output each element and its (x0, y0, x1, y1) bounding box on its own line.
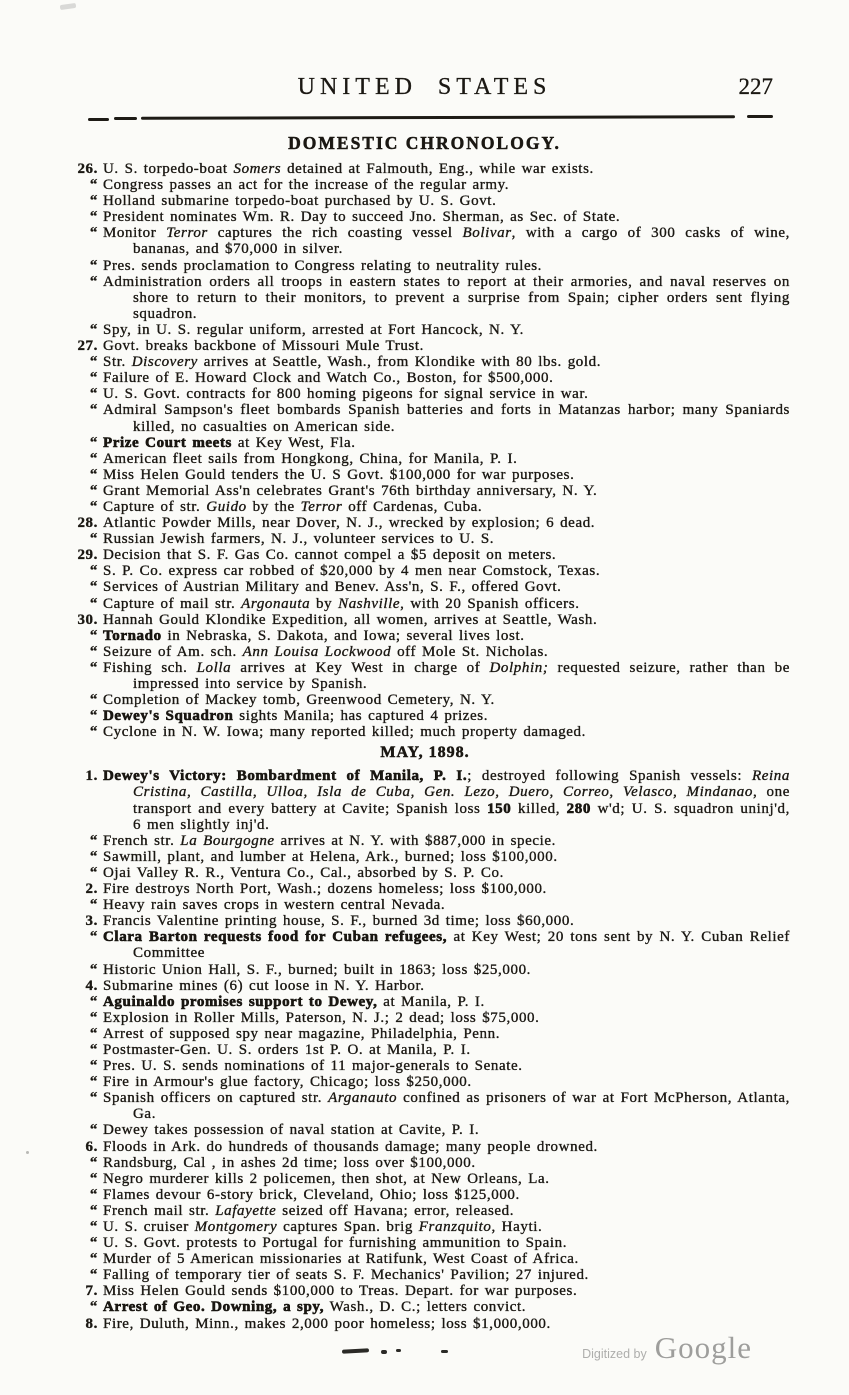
chronology-entry (60, 833, 790, 849)
chronology-entry (60, 531, 790, 547)
chronology-entry (60, 161, 790, 177)
entry-text: Fire, Duluth, Minn., makes 2,000 poor homeless; loss $1,000,000. (103, 1315, 551, 1332)
chronology-entry (60, 177, 790, 193)
entry-text: Capture of str. Guido by the Terror off Cardenas, Cuba. (103, 498, 483, 515)
chronology-entry (60, 386, 790, 402)
chronology-entry (60, 1219, 790, 1235)
entry-day: “ (89, 864, 98, 881)
entry-text: Holland submarine torpedo-boat purchased by U. S. Govt. (103, 193, 497, 210)
entry-text: Flames devour 6-story brick, Cleveland, Ohio; loss $125,000. (103, 1186, 520, 1203)
entry-day: “ (89, 1219, 98, 1235)
chronology-entry (60, 897, 790, 913)
entry-day: 2. (85, 881, 98, 898)
chronology-entry (60, 338, 790, 354)
chronology-list-april (60, 161, 790, 740)
chronology-entry (60, 402, 790, 434)
entry-day: “ (89, 257, 98, 274)
entry-day: “ (89, 1170, 98, 1187)
digitized-by-label: Digitized by (582, 1347, 647, 1361)
entry-text: American fleet sails from Hongkong, China, for Manila, P. I. (103, 450, 518, 467)
entry-day: “ (89, 579, 98, 596)
google-logo: Google (654, 1330, 752, 1365)
entry-text: Ojai Valley R. R., Ventura Co., Cal., absorbed by S. P. Co. (103, 864, 504, 881)
entry-text: S. P. Co. express car robbed of $20,000 by 4 men near Comstock, Texas. (103, 563, 601, 580)
entry-text: Floods in Ark. do hundreds of thousands damage; many people drowned. (103, 1138, 598, 1155)
chronology-entry (60, 1155, 790, 1171)
header-rule-segment (747, 115, 773, 118)
entry-text: Admiral Sampson's fleet bombards Spanish batteries and forts in Matanzas harbor; many Spaniards killed, no casualties on American side. (103, 402, 790, 435)
chronology-entry (60, 692, 790, 708)
entry-text: Spanish officers on captured str. Arganauto confined as prisoners of war at Fort McPherson, Atlanta, Ga. (103, 1090, 790, 1123)
chronology-entry (60, 913, 790, 929)
entry-day: “ (89, 848, 98, 865)
chronology-entry (60, 274, 790, 322)
chronology-entry (60, 994, 790, 1010)
entry-day: “ (89, 1267, 98, 1284)
chronology-entry (60, 435, 790, 451)
chronology-entry (60, 1122, 790, 1138)
entry-day: “ (89, 832, 98, 849)
entry-text: Pres. U. S. sends nominations of 11 major-generals to Senate. (103, 1058, 523, 1075)
header-rule-segment (88, 118, 109, 121)
chronology-entry (60, 1251, 790, 1267)
entry-text: Administration orders all troops in eastern states to report at their armories, and naval reserves on shore to return to their monitors, to prevent a surprise from Spain; cipher orders sent flying squadron. (103, 273, 790, 322)
entry-day: “ (89, 1025, 98, 1042)
chronology-entry (60, 322, 790, 338)
entry-text: U. S. cruiser Montgomery captures Span. brig Franzquito, Hayti. (103, 1219, 543, 1235)
entry-day: “ (89, 177, 98, 194)
section-title: DOMESTIC CHRONOLOGY. (288, 133, 561, 153)
entry-day: “ (89, 659, 98, 676)
scan-smudge (396, 1349, 401, 1352)
entry-text: Murder of 5 American missionaries at Ratifunk, West Coast of Africa. (103, 1251, 579, 1268)
entry-day: “ (89, 1235, 98, 1252)
running-header-title: UNITED STATES (297, 74, 552, 100)
chronology-entry (60, 644, 790, 660)
entry-text: Capture of mail str. Argonauta by Nashville, with 20 Spanish officers. (103, 595, 580, 612)
entry-text: Tornado in Nebraska, S. Dakota, and Iowa; several lives lost. (103, 627, 525, 644)
chronology-entry (60, 660, 790, 692)
chronology-entry (60, 1187, 790, 1203)
chronology-entry (60, 596, 790, 612)
chronology-entry (60, 1058, 790, 1074)
chronology-entry (60, 547, 790, 563)
chronology-entry (60, 499, 790, 515)
scan-artifact-dot (26, 1151, 29, 1154)
entry-text: Dewey's Victory: Bombardment of Manila, P. I.; destroyed following Spanish vessels: Reina Cristina, Castilla, Ulloa, Isla de Cuba, Gen. Lezo, Duero, Correo, Velasco, Mindanao, one transport and every battery at Cavite; Spanish loss 150 killed, 280 w'd; U. S. squadron uninj'd, 6 men slightly inj'd. (103, 768, 790, 833)
entry-text: French str. La Bourgogne arrives at N. Y. with $887,000 in specie. (103, 832, 557, 849)
entry-day: 4. (85, 977, 98, 994)
entry-text: Randsburg, Cal , in ashes 2d time; loss over $100,000. (103, 1154, 476, 1171)
chronology-entry (60, 1139, 790, 1155)
entry-text: U. S. Govt. contracts for 800 homing pigeons for signal service in war. (103, 386, 589, 403)
entry-day: “ (89, 402, 98, 419)
entry-day: “ (89, 482, 98, 499)
chronology-entry (60, 865, 790, 881)
entry-text: Postmaster-Gen. U. S. orders 1st P. O. at Manila, P. I. (103, 1041, 471, 1058)
entry-day: “ (89, 273, 98, 290)
chronology-entry (60, 978, 790, 994)
chronology-entry (60, 1203, 790, 1219)
chronology-entry (60, 1010, 790, 1026)
chronology-entry (60, 612, 790, 628)
chronology-entry (60, 1171, 790, 1187)
chronology-content (60, 161, 790, 1332)
entry-text: Failure of E. Howard Clock and Watch Co., Boston, for $500,000. (103, 370, 554, 387)
entry-text: Heavy rain saves crops in western central Nevada. (103, 897, 446, 914)
entry-text: Aguinaldo promises support to Dewey, at Manila, P. I. (103, 993, 485, 1010)
entry-day: 27. (77, 338, 98, 355)
header-rule-segment (141, 115, 735, 120)
entry-text: Services of Austrian Military and Benev. Ass'n, S. F., offered Govt. (103, 579, 562, 596)
entry-day: “ (89, 434, 98, 451)
chronology-entry (60, 354, 790, 370)
entry-day: 1. (85, 768, 98, 785)
entry-text: Spy, in U. S. regular uniform, arrested at Fort Hancock, N. Y. (103, 321, 524, 338)
chronology-entry (60, 1090, 790, 1122)
entry-text: U. S. torpedo-boat Somers detained at Falmouth, Eng., while war exists. (103, 161, 594, 177)
entry-day: “ (89, 708, 98, 725)
entry-day: 28. (77, 515, 98, 532)
entry-text: Fishing sch. Lolla arrives at Key West in charge of Dolphin; requested seizure, rather than be impressed into service by Spanish. (103, 659, 791, 692)
chronology-entry (60, 849, 790, 865)
entry-text: U. S. Govt. protests to Portugal for furnishing ammunition to Spain. (103, 1235, 568, 1252)
entry-text: Dewey takes possession of naval station at Cavite, P. I. (103, 1122, 480, 1139)
entry-text: Atlantic Powder Mills, near Dover, N. J., wrecked by explosion; 6 dead. (103, 515, 596, 532)
entry-text: Monitor Terror captures the rich coasting vessel Bolivar, with a cargo of 300 casks of wine, bananas, and $70,000 in silver. (103, 225, 791, 258)
chronology-entry (60, 579, 790, 595)
chronology-entry (60, 1299, 790, 1315)
entry-day: “ (89, 450, 98, 467)
chronology-entry (60, 258, 790, 274)
entry-day: “ (89, 209, 98, 226)
entry-text: Pres. sends proclamation to Congress relating to neutrality rules. (103, 257, 543, 274)
entry-day: 7. (85, 1283, 98, 1300)
chronology-entry (60, 708, 790, 724)
chronology-entry (60, 1042, 790, 1058)
entry-day: “ (89, 643, 98, 660)
entry-day: 6. (85, 1138, 98, 1155)
chronology-entry (60, 724, 790, 740)
entry-day: 29. (77, 547, 98, 564)
entry-text: Submarine mines (6) cut loose in N. Y. Harbor. (103, 977, 425, 994)
entry-day: “ (89, 692, 98, 709)
entry-day: 30. (77, 611, 98, 628)
entry-day: “ (89, 1058, 98, 1075)
entry-text: Falling of temporary tier of seats S. F. Mechanics' Pavilion; 27 injured. (103, 1267, 589, 1284)
entry-day: “ (89, 1041, 98, 1058)
chronology-entry (60, 1074, 790, 1090)
entry-text: Prize Court meets at Key West, Fla. (103, 434, 356, 451)
entry-day: “ (89, 1122, 98, 1139)
entry-text: Govt. breaks backbone of Missouri Mule Trust. (103, 338, 424, 355)
chronology-entry (60, 962, 790, 978)
entry-text: Clara Barton requests food for Cuban refugees, at Key West; 20 tons sent by N. Y. Cuban Relief Committee (103, 929, 790, 962)
scan-smudge (342, 1348, 369, 1353)
entry-text: Arrest of Geo. Downing, a spy, Wash., D. C.; letters convict. (103, 1299, 527, 1316)
chronology-entry (60, 563, 790, 579)
entry-text: French mail str. Lafayette seized off Havana; error, released. (103, 1202, 515, 1219)
chronology-entry (60, 225, 790, 257)
chronology-entry (60, 483, 790, 499)
entry-day: “ (89, 193, 98, 210)
entry-text: Negro murderer kills 2 policemen, then shot, at New Orleans, La. (103, 1170, 550, 1187)
entry-text: Historic Union Hall, S. F., burned; built in 1863; loss $25,000. (103, 961, 532, 978)
chronology-list-may (60, 768, 790, 1331)
entry-text: Russian Jewish farmers, N. J., volunteer services to U. S. (103, 531, 495, 548)
chronology-entry (60, 451, 790, 467)
entry-day: “ (89, 1251, 98, 1268)
digitization-credit (582, 1330, 752, 1366)
entry-day: “ (89, 466, 98, 483)
entry-day: “ (89, 929, 98, 946)
entry-day: “ (89, 627, 98, 644)
scan-artifact-mark (60, 3, 77, 10)
entry-text: Dewey's Squadron sights Manila; has captured 4 prizes. (103, 708, 489, 725)
chronology-entry (60, 370, 790, 386)
entry-day: “ (89, 321, 98, 338)
entry-day: 26. (77, 161, 98, 177)
chronology-entry (60, 881, 790, 897)
entry-text: Hannah Gould Klondike Expedition, all women, arrives at Seattle, Wash. (103, 611, 598, 628)
entry-day: “ (89, 354, 98, 371)
header-rule-segment (114, 117, 137, 120)
entry-day: “ (89, 531, 98, 548)
chronology-entry (60, 1283, 790, 1299)
entry-day: “ (89, 1202, 98, 1219)
entry-day: “ (89, 595, 98, 612)
chronology-entry (60, 515, 790, 531)
chronology-entry (60, 467, 790, 483)
entry-day: 3. (85, 913, 98, 930)
entry-day: “ (89, 498, 98, 515)
entry-day: “ (89, 961, 98, 978)
entry-day: “ (89, 1009, 98, 1026)
entry-text: Congress passes an act for the increase of the regular army. (103, 177, 510, 194)
entry-day: “ (89, 897, 98, 914)
entry-day: “ (89, 1186, 98, 1203)
chronology-entry (60, 1026, 790, 1042)
entry-day: “ (89, 1090, 98, 1107)
month-heading-may: MAY, 1898. (380, 744, 470, 762)
entry-day: “ (89, 993, 98, 1010)
entry-text: Fire in Armour's glue factory, Chicago; loss $250,000. (103, 1074, 472, 1091)
entry-text: President nominates Wm. R. Day to succeed Jno. Sherman, as Sec. of State. (103, 209, 621, 226)
scan-smudge (441, 1350, 448, 1353)
entry-day: “ (89, 386, 98, 403)
entry-text: Grant Memorial Ass'n celebrates Grant's 76th birthday anniversary, N. Y. (103, 482, 598, 499)
chronology-entry (60, 768, 790, 832)
entry-day: “ (89, 724, 98, 741)
entry-day: “ (89, 563, 98, 580)
entry-text: Arrest of supposed spy near magazine, Philadelphia, Penn. (103, 1025, 501, 1042)
entry-day: “ (89, 1299, 98, 1316)
entry-text: Miss Helen Gould sends $100,000 to Treas. Depart. for war purposes. (103, 1283, 578, 1300)
entry-text: Seizure of Am. sch. Ann Louisa Lockwood off Mole St. Nicholas. (103, 643, 549, 660)
chronology-entry (60, 1267, 790, 1283)
entry-day: “ (89, 1154, 98, 1171)
entry-text: Completion of Mackey tomb, Greenwood Cemetery, N. Y. (103, 692, 495, 709)
entry-text: Miss Helen Gould tenders the U. S Govt. $100,000 for war purposes. (103, 466, 575, 483)
entry-text: Str. Discovery arrives at Seattle, Wash., from Klondike with 80 lbs. gold. (103, 354, 602, 371)
entry-day: “ (89, 1074, 98, 1091)
entry-text: Explosion in Roller Mills, Paterson, N. J.; 2 dead; loss $75,000. (103, 1009, 540, 1026)
entry-text: Fire destroys North Port, Wash.; dozens homeless; loss $100,000. (103, 881, 547, 898)
entry-day: 8. (85, 1315, 98, 1332)
chronology-entry (60, 929, 790, 961)
scan-smudge (381, 1350, 387, 1354)
chronology-entry (60, 193, 790, 209)
chronology-entry (60, 1235, 790, 1251)
entry-text: Francis Valentine printing house, S. F., burned 3d time; loss $60,000. (103, 913, 575, 930)
entry-text: Sawmill, plant, and lumber at Helena, Ark., burned; loss $100,000. (103, 848, 558, 865)
page-number: 227 (738, 74, 773, 99)
chronology-entry (60, 209, 790, 225)
entry-day: “ (89, 225, 98, 242)
entry-text: Cyclone in N. W. Iowa; many reported killed; much property damaged. (103, 724, 587, 741)
entry-day: “ (89, 370, 98, 387)
entry-text: Decision that S. F. Gas Co. cannot compel a $5 deposit on meters. (103, 547, 557, 564)
chronology-entry (60, 628, 790, 644)
